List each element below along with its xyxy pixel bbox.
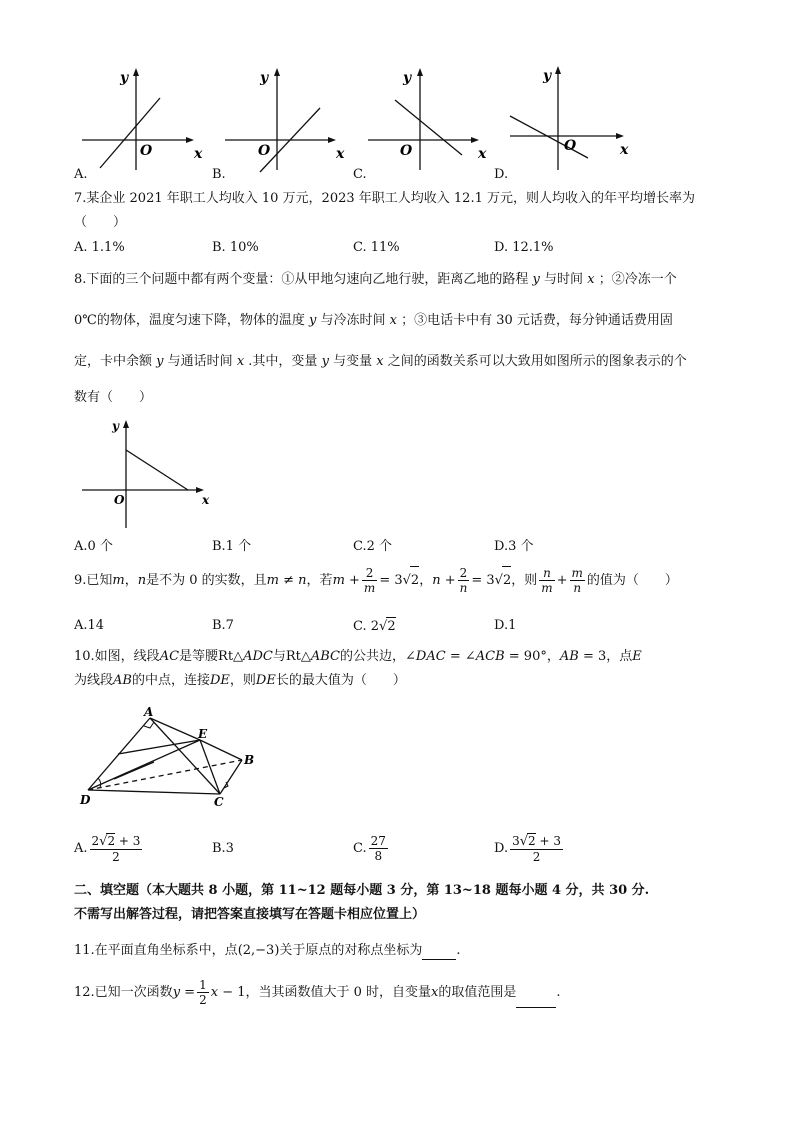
q11-answer-blank[interactable] [422,947,456,960]
q9-option-a[interactable]: A.14 [74,618,105,633]
q6-graph-a [82,68,203,170]
q6-b-x-label: x [336,146,345,162]
q8-line-3: 定，卡中余额 y 与通话时间 x .其中，变量 y 与变量 x 之间的函数关系可以大致用如图所示的图象表示的个 [74,354,687,369]
q8-option-b[interactable]: B.1 个 [212,539,252,554]
q6-graph-b [225,68,345,172]
q9-stem: 9.已知m，n是不为 0 的实数，且m ≠ n，若m + $\frac{2}{m}$ = 3√2，n + $\frac{2}{n}$ = 3√2，则 $\frac{n}{m}$ + $\frac{m}{n}$ 的值为（ ） [74,566,678,595]
q7-option-c[interactable]: C. 11% [353,240,400,255]
q8-x-label: x [202,493,210,507]
q10-label-c: C [214,795,224,809]
q12-stem: 12.已知一次函数y = $\frac{1}{2}$ x − 1，当其函数值大于 0 时，自变量x的取值范围是 . [74,978,561,1007]
q10-option-a[interactable]: A. $\frac{2√2 + 3}{2}$ [74,834,141,864]
q11-stem: 11.在平面直角坐标系中，点(2,−3)关于原点的对称点坐标为 . [74,943,461,958]
q6-d-x-label: x [620,142,629,158]
q6-d-y-label: y [543,68,552,84]
q6-b-y-label: y [260,70,269,86]
q8-origin: O [114,493,125,507]
q10-option-c[interactable]: C. $\frac{27}{8}$ [353,834,386,863]
q7-option-b[interactable]: B. 10% [212,240,259,255]
q8-y-label: y [112,419,119,433]
q10-label-e: E [198,727,208,741]
q6-graph-c [368,68,487,170]
q10-line-1: 10.如图，线段AC是等腰Rt△ADC与Rt△ABC的公共边，∠DAC = ∠ACB = 90°，AB = 3，点E [74,649,642,664]
q6-option-b[interactable]: B. [212,167,226,182]
section-2-heading-1: 二、填空题（本大题共 8 小题，第 11~12 题每小题 3 分，第 13~18 题每小题 4 分，共 30 分. [74,883,650,898]
q9-option-d[interactable]: D.1 [494,618,517,633]
q6-option-a[interactable]: A. [74,167,88,182]
section-2-heading-2: 不需写出解答过程，请把答案直接填写在答题卡相应位置上） [74,907,426,922]
q8-line-2: 0℃的物体，温度匀速下降，物体的温度 y 与冷冻时间 x ；③电话卡中有 30 元话费，每分钟通话费用固 [74,313,673,328]
q10-label-b: B [244,753,255,767]
q9-option-b[interactable]: B.7 [212,618,234,633]
q6-c-origin: O [400,143,413,159]
q6-a-x-label: x [194,146,203,162]
q10-label-a: A [144,705,154,719]
q12-answer-blank[interactable] [516,995,556,1008]
q6-c-x-label: x [478,146,487,162]
q6-option-c[interactable]: C. [353,167,367,182]
q10-label-d: D [80,793,91,807]
q6-a-origin: O [140,143,153,159]
q8-line-1: 8.下面的三个问题中都有两个变量：①从甲地匀速向乙地行驶，距离乙地的路程 y 与时间 x ；②冷冻一个 [74,272,677,287]
q10-option-b[interactable]: B.3 [212,841,234,856]
q8-option-c[interactable]: C.2 个 [353,539,393,554]
q6-a-y-label: y [120,70,129,86]
q7-paren: （ ） [74,215,127,230]
q8-graph [76,412,216,532]
q11-point: (2,−3) [237,943,280,958]
q6-d-origin: O [564,138,577,154]
q8-line-4: 数有（ ） [74,390,153,405]
q7-stem: 7.某企业 2021 年职工人均收入 10 万元，2023 年职工人均收入 12.1 万元，则人均收入的年平均增长率为 [74,191,695,206]
q6-option-d[interactable]: D. [494,167,509,182]
q6-c-y-label: y [403,70,412,86]
q6-b-origin: O [258,143,271,159]
q8-option-d[interactable]: D.3 个 [494,539,534,554]
q6-graph-d [510,66,629,170]
q8-option-a[interactable]: A.0 个 [74,539,113,554]
q9-option-c[interactable]: C. 2√2 [353,619,396,634]
q10-line-2: 为线段AB的中点，连接DE，则DE长的最大值为（ ） [74,673,406,688]
q7-option-a[interactable]: A. 1.1% [74,240,125,255]
q10-option-d[interactable]: D. $\frac{3√2 + 3}{2}$ [494,834,561,864]
q10-figure [74,704,274,809]
q7-option-d[interactable]: D. 12.1% [494,240,554,255]
